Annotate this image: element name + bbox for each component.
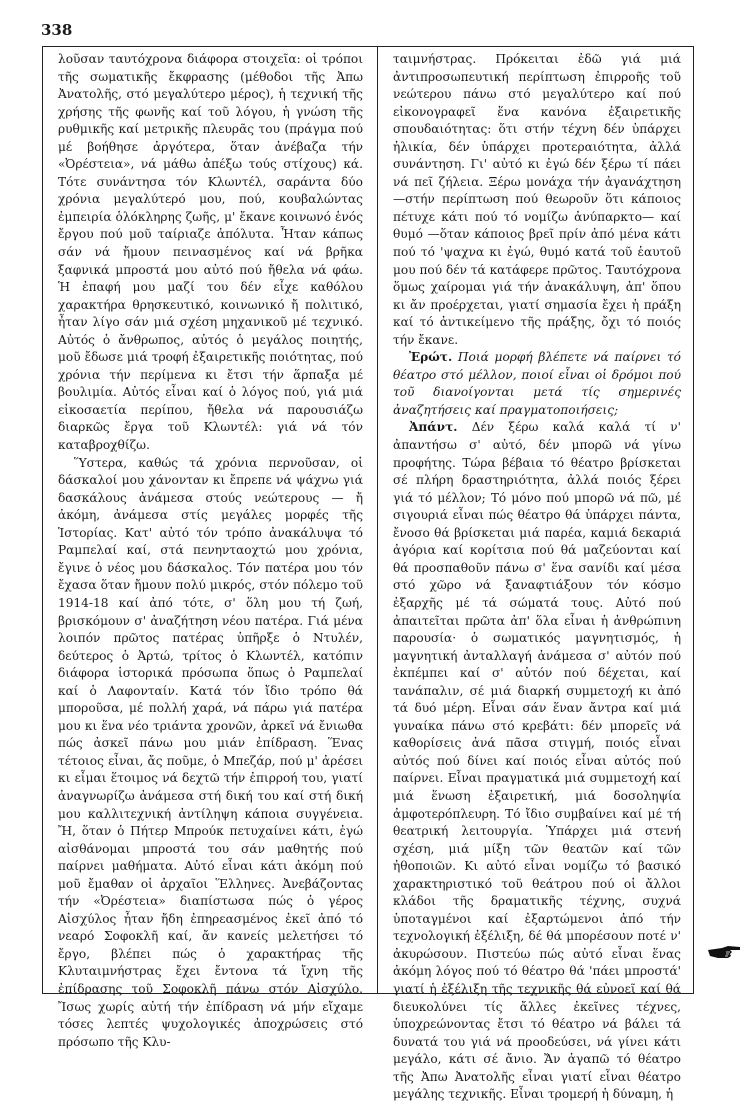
right-paragraph-continuation: ταιμνήστρας. Πρόκειται ἐδῶ γιά μιά ἀντιπροσωπευτική περίπτωση ἐπιρροῆς τοῦ νεώτερου πάνω στό μεγαλύτερο καί πού εἰκονογραφεῖ ἕνα κανόνα ἐξαιρετικῆς σπουδαιότητας: ὅτι στήν τέχνη δέν ὑπάρχει ἡλικία, δέν ὑπάρχει προτεραιότητα, ἀλλά συνάντηση. Γι' αὐτό κι ἐγώ δέν ξέρω τί πάει νά πεῖ ζήλεια. Ξέρω μονάχα τήν ἀγανάχτηση —στήν περίπτωση πού θεωροῦν ὅτι κάποιος πέτυχε κάτι πού τό νομίζω ἀνύπαρκτο— καί θυμό —ὅταν κάποιος βρεῖ πρίν ἀπό μένα κάτι πού τό 'ψαχνα κι ἐγώ, θυμό κατά τοῦ ἑαυτοῦ μου πού δέν τά κατάφερε πρῶτος. Ταυτόχρονα ὅμως χαίρομαι γιά τήν ἀνακάλυψη, ἀπ' ὅπου κι ἄν προέρχεται, γιατί σημασία ἔχει ἡ πράξη καί τό ἀντικείμενο τῆς πράξης, ὄχι τό ποιός τήν ἔκανε. bbox=[393, 52, 682, 347]
left-paragraph-2: Ὕστερα, καθώς τά χρόνια περνοῦσαν, οἱ δάσκαλοί μου χάνονταν κι ἔπρεπε νά ψάχνω γιά δασκάλους ἀνάμεσα στούς νεώτερους — ἤ ἀκόμη, ἀνάμεσα στίς μεγάλες μορφές τῆς Ἱστορίας. Κατ' αὐτό τόν τρόπο ἀνακάλυψα τό Ραμπελαί καί, στά πενηνταοχτώ μου χρόνια, ἔγινε ὁ νέος μου δάσκαλος. Τόν πατέρα μου τόν ἔχασα ὅταν ἤμουν πολύ μικρός, στόν πόλεμο τοῦ 1914-18 καί ἀπό τότε, σ' ὅλη μου τή ζωή, βρισκόμουν σ' ἀναζήτηση νέου πατέρα. Γιά μένα λοιπόν πρῶτος πατέρας ὑπῆρξε ὁ Ντυλέν, δεύτερος ὁ Ἀρτώ, τρίτος ὁ Κλωντέλ, κατόπιν διάφορα ἱστορικά πρόσωπα ὅπως ὁ Ραμπελαί καί ὁ Λαφονταίν. Κατά τόν ἴδιο τρόπο θά μποροῦσα, μέ πολλή χαρά, νά πάρω γιά πατέρα μου κι ἕνα νέο τριάντα χρονῶν, ἀρκεῖ νά ἔνιωθα πώς ἀσκεῖ πάνω μου μιάν ἐπίδραση. Ἕνας τέτοιος εἶναι, ἄς ποῦμε, ὁ Μπεζάρ, πού μ' ἀρέσει κι εἶμαι ἕτοιμος νά δεχτῶ τήν ἐπιρροή του, γιατί ἀναγνωρίζω ἀνάμεσα στή δική του καί στή δική μου καλλιτεχνική ἀντίληψη κάποια συγγένεια. Ἤ, ὅταν ὁ Πήτερ Μπρούκ πετυχαίνει κάτι, ἐγώ αἰσθάνομαι μπροστά του σάν μαθητής πού παίρνει μαθήματα. Αὐτό εἶναι κάτι ἀκόμη πού μοῦ ἔμαθαν οἱ ἀρχαῖοι Ἕλληνες. Ἀνεβάζοντας τήν «Ὀρέστεια» διαπίστωσα πώς ὁ γέρος Αἰσχύλος ἦταν ἤδη ἐπηρεασμένος ἐκεῖ ἀπό τό νεαρό Σοφοκλῆ καί, ἄν κανείς μελετήσει τό ἔργο, βλέπει πώς ὁ χαρακτήρας τῆς Κλυταιμνήστρας ἔχει ἔντονα τά ἴχνη τῆς ἐπίδρασης τοῦ Σοφοκλῆ πάνω στόν Αἰσχύλο. Ἴσως χωρίς αὐτή τήν ἐπίδραση νά μήν εἴχαμε τόσες λεπτές ψυχολογικές ἀποχρώσεις στό πρόσωπο τῆς Κλυ- bbox=[58, 455, 363, 1049]
interview-question bbox=[393, 349, 681, 419]
left-paragraph-1: λοῦσαν ταυτόχρονα διάφορα στοιχεῖα: οἱ τρόποι τῆς σωματικῆς ἔκφρασης (μέθοδοι τῆς Ἀπω Ἀνατολῆς, στό μεγαλύτερο μέρος), ἡ τεχνική τῆς χρήσης τῆς φωνῆς καί τοῦ λόγου, ἡ γνώση τῆς ρυθμικῆς καί μετρικῆς πλευρᾶς του (πράγμα πού μέ βοήθησε ἀργότερα, ὅταν ἀνέβαζα τήν «Ὀρέστεια», νά μάθω ἀπέξω τούς στίχους) κά. Τότε συνάντησα τόν Κλωντέλ, σαράντα δύο χρόνια μεγαλύτερό μου, πού, κουβαλώντας ἐμπειρία ὁλόκληρης ζωῆς, μ' ἔκανε κοινωνό ἑνός ἔργου πού μοῦ ταίριαζε ἀπόλυτα. Ἦταν κάπως σάν νά ἤμουν πεινασμένος καί νά βρῆκα ξαφνικά μπροστά μου αὐτό πού ἤθελα νά φάω. Ἡ ἐπαφή μου μαζί του δέν εἶχε καθόλου χαρακτήρα θρησκευτικό, κοινωνικό ἤ πολιτικό, ἦταν λίγο σάν μιά σχέση μηχανικοῦ μέ τεχνικό. Αὐτός ὁ ἄνθρωπος, αὐτός ὁ μεγάλος ποιητής, μοῦ ἔδωσε μιά τροφή ἐξαιρετικῆς ποιότητας, πού χρόνια τήν περίμενα κι ἔτσι τήν ἅρπαξα μέ βουλιμία. Αὐτός εἶναι καί ὁ λόγος πού, γιά μιά εἰκοσαετία περίπου, ἤθελα νά παρουσιάζω διαρκῶς ἔργα τοῦ Κλωντέλ: γιά νά τόν καταβροχθίζω. bbox=[58, 52, 363, 453]
column-divider bbox=[377, 46, 378, 994]
left-column bbox=[58, 51, 363, 1051]
pointing-hand-icon bbox=[706, 942, 742, 962]
right-column bbox=[393, 51, 681, 1104]
question-text: Ποιά μορφή βλέπετε νά παίρνει τό θέατρο στό μέλλον, ποιοί εἶναι οἱ δρόμοι πού τοῦ διανοίγονται μετά τίς σημερινές ἀναζητήσεις καί πραγματοποιήσεις; bbox=[393, 350, 681, 417]
answer-speaker-label: Ἀπάντ. bbox=[409, 420, 458, 435]
interview-answer bbox=[393, 419, 681, 1103]
question-speaker-label: Ἐρώτ. bbox=[409, 350, 453, 365]
page-number: 338 bbox=[41, 21, 73, 39]
answer-text: Δέν ξέρω καλά καλά τί ν' ἀπαντήσω σ' αὐτό, δέν μπορῶ νά γίνω προφήτης. Τώρα βέβαια τό θέατρο βρίσκεται σέ πλήρη δραστηριότητα, ἀλλά ποιός ξέρει γιά τό μέλλον; Τό μόνο πού μπορῶ νά πῶ, μέ σιγουριά εἶναι πώς θέατρο θά ὑπάρχει πάντα, ἔνοσο θά βρίσκεται μιά παρέα, καμιά δεκαριά ἀγόρια καί κορίτσια πού θά μαζεύονται καί θά προσπαθοῦν πάνω σ' ἕνα σανίδι καί μέσα στό χῶρο νά ξαναφτιάξουν τόν κόσμο ἐξαρχῆς μέ τά σώματά τους. Αὐτό πού ἀπαιτεῖται πρῶτα ἀπ' ὅλα εἶναι ἡ ἀνθρώπινη παρουσία· ὁ σωματικός μαγνητισμός, ἡ μαγνητική ἀνταλλαγή ἀνάμεσα σ' αὐτόν πού ἐκπέμπει καί σ' αὐτόν πού δέχεται, καί τανάπαλιν, σέ μιά διαρκή συμμετοχή κι ἀπό τά δυό μέρη. Εἶναι σάν ἕναν ἄντρα καί μιά γυναίκα πάνω στό κρεβάτι: δέν μπορεῖς νά καθορίσεις ἀνά πᾶσα στιγμή, ποιός εἶναι αὐτός πού δίνει καί ποιός εἶναι αὐτός πού παίρνει. Εἶναι πραγματικά μιά συμμετοχή καί μιά ἕνωση ἐξαιρετική, μιά δοσοληψία ἀμφοτερόπλευρη. Τό ἴδιο συμβαίνει καί μέ τή θεατρική λειτουργία. Ὑπάρχει μιά στενή σχέση, μιά μίξη τῶν θεατῶν καί τῶν ἠθοποιῶν. Κι αὐτό εἶναι νομίζω τό βασικό χαρακτηριστικό τοῦ θεάτρου πού οἱ ἄλλοι κλάδοι τῆς δραματικῆς τέχνης, συχνά ὑποταγμένοι καί ἐξαρτώμενοι ἀπό τήν τεχνολογική ἐξέλιξη, δέ θά μπορέσουν ποτέ ν' ἀκυρώσουν. Πιστεύω πώς αὐτό εἶναι ἕνας ἀκόμη λόγος πού τό θέατρο θά 'πάει μπροστά' γιατί ἡ ἐξέλιξη τῆς τεχνικῆς θά εὐνοεῖ καί θά διευκολύνει τίς ἄλλες ἐκεῖνες τέχνες, ὑποχρεώνοντας ἔτσι τό θέατρο νά βάλει τά δυνατά του γιά νά προοδεύσει, νά γίνει κάτι μεγάλο, κάτι σέ ἄνιο. Ἄν ἀγαπῶ τό θέατρο τῆς Ἀπω Ἀνατολῆς εἶναι γιατί εἶναι θέατρο μεγάλης τεχνικῆς. Εἶναι τρομερή ἡ δύναμη, ἡ bbox=[393, 420, 681, 1102]
